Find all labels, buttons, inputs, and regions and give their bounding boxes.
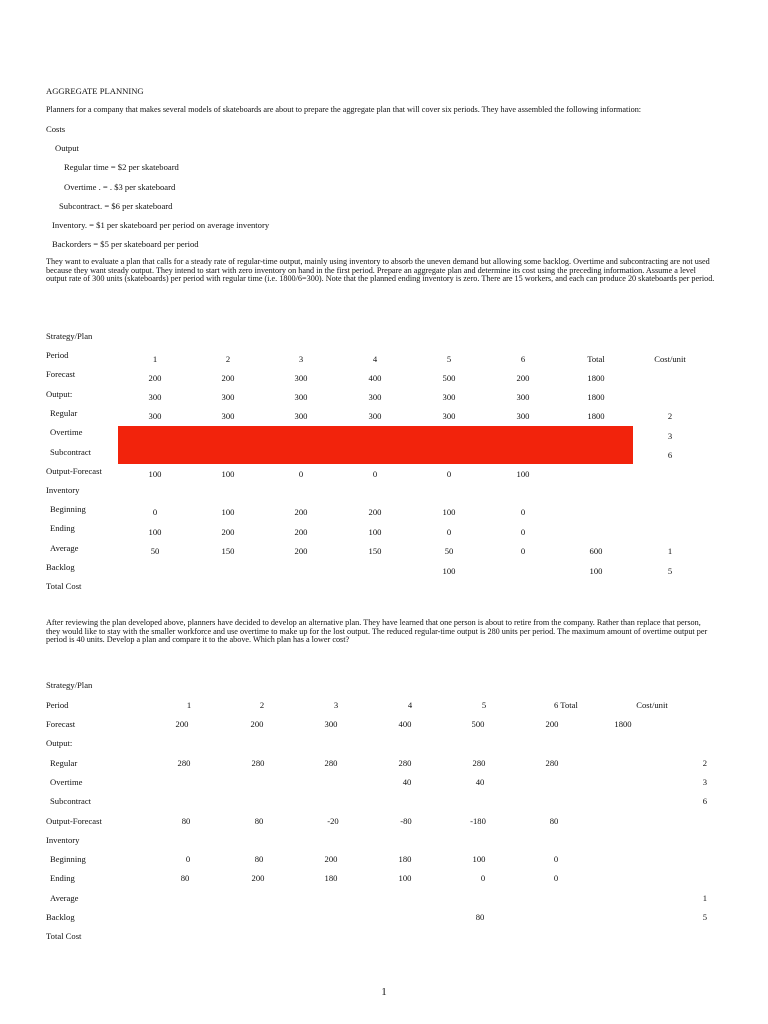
- table2-forecast-cell: 200: [175, 719, 189, 729]
- table1-beginning-cell: 200: [294, 507, 308, 517]
- table2-output-forecast-cell: 80: [549, 816, 559, 826]
- table2-output-forecast-cell: -80: [400, 816, 412, 826]
- table1-regular-cell: 300: [516, 411, 530, 421]
- table1-beginning-cell: 100: [221, 507, 235, 517]
- table1-total-label: Total: [587, 354, 605, 364]
- table2-regular-cell: 280: [472, 758, 486, 768]
- table2-regular-cell: 280: [251, 758, 265, 768]
- table1-forecast-cell: 500: [442, 373, 456, 383]
- table2-output-label: Output:: [46, 738, 73, 748]
- table1-forecast-cell: 300: [294, 373, 308, 383]
- table1-ending-cell: 100: [148, 527, 162, 537]
- table2-forecast-cell: 500: [471, 719, 485, 729]
- table1-regular-cell: 300: [221, 411, 235, 421]
- table1-inventory-label: Inventory: [46, 485, 80, 495]
- table1-beginning-cell: 0: [520, 507, 526, 517]
- table1-backlog-total: 100: [589, 566, 603, 576]
- table1-forecast-total: 1800: [587, 373, 605, 383]
- table1-backlog-label: Backlog: [46, 562, 75, 572]
- table1-subcontract-label: Subcontract: [50, 447, 92, 457]
- table1-forecast-cell: 200: [148, 373, 162, 383]
- table1-output-forecast-cell: 0: [298, 469, 304, 479]
- table2-regular-cell: 280: [324, 758, 338, 768]
- inventory-cost-line: Inventory. = $1 per skateboard per period on average inventory: [52, 220, 270, 230]
- table1-regular-label: Regular: [50, 408, 78, 418]
- problem-two-text: After reviewing the plan developed above, planners have decided to develop an alternative plan. They have learned that one person is about to retire from the company. Rather than replace that person, they would like to stay with the smaller workforce and use overtime to make up for the lost output. The reduced regular-time output is 280 units per period. The maximum amount of overtime output per period is 40 units. Develop a plan and compare it to the above. Which plan has a lower cost?: [46, 618, 708, 645]
- table2-ending-cell: 0: [480, 873, 486, 883]
- table2-forecast-label: Forecast: [46, 719, 76, 729]
- table1-forecast-cell: 400: [368, 373, 382, 383]
- table1-average-label: Average: [50, 543, 79, 553]
- table1-average-total: 600: [589, 546, 603, 556]
- table1-average-cost: 1: [667, 546, 673, 556]
- table2-beginning-label: Beginning: [50, 854, 86, 864]
- table2-overtime-cell: 40: [402, 777, 412, 787]
- table1-total-cost-label: Total Cost: [46, 581, 82, 591]
- table2-regular-cell: 280: [177, 758, 191, 768]
- table1-beginning-cell: 0: [152, 507, 158, 517]
- table2-ending-cell: 100: [398, 873, 412, 883]
- table2-regular-label: Regular: [50, 758, 78, 768]
- table1-forecast-cell: 200: [516, 373, 530, 383]
- table1-regular-cell: 300: [442, 411, 456, 421]
- table1-regular-cell: 300: [148, 411, 162, 421]
- table2-period-2: 2: [259, 700, 265, 710]
- table1-regular-total: 1800: [587, 411, 605, 421]
- table2-output-forecast-cell: 80: [254, 816, 264, 826]
- table2-ending-label: Ending: [50, 873, 75, 883]
- table2-period-1: 1: [186, 700, 192, 710]
- table2-period-label: Period: [46, 700, 69, 710]
- table1-overtime-cost: 3: [667, 431, 673, 441]
- table1-period-4: 4: [372, 354, 378, 364]
- table2-strategy-label: Strategy/Plan: [46, 680, 93, 690]
- table1-output-cell: 300: [368, 392, 382, 402]
- problem-one-text: They want to evaluate a plan that calls for a steady rate of regular-time output, mainly using inventory to absorb the uneven demand but allowing some backlog. Overtime and subcontracting are not used because they want steady output. They intend to start with zero inventory on hand in the first period. Prepare an aggregate plan and determine its cost using the preceding information. Assume a level output rate of 300 units (skateboards) per period with regular time (i.e. 1800/6=300). Note that the planned ending inventory is zero. There are 15 workers, and each can produce 20 skateboards per period.: [46, 257, 715, 284]
- intro-text: Planners for a company that makes several models of skateboards are about to prepare the aggregate plan that will cover six periods. They have assembled the following information:: [46, 105, 642, 114]
- output-label: Output: [55, 143, 79, 153]
- table2-beginning-cell: 0: [553, 854, 559, 864]
- document-title: AGGREGATE PLANNING: [46, 86, 144, 96]
- table2-overtime-label: Overtime: [50, 777, 83, 787]
- table2-average-label: Average: [50, 893, 79, 903]
- table1-backlog-cell: 100: [442, 566, 456, 576]
- table1-output-total: 1800: [587, 392, 605, 402]
- table1-average-cell: 50: [150, 546, 160, 556]
- table1-regular-cell: 300: [294, 411, 308, 421]
- table1-average-cell: 150: [368, 546, 382, 556]
- backorders-cost-line: Backorders = $5 per skateboard per period: [52, 239, 199, 249]
- table1-ending-cell: 100: [368, 527, 382, 537]
- table2-backlog-cell: 80: [475, 912, 485, 922]
- highlighted-cells: [118, 426, 633, 464]
- table2-period6-total-label: 6 Total: [554, 700, 578, 710]
- table2-beginning-cell: 0: [185, 854, 191, 864]
- table2-beginning-cell: 100: [472, 854, 486, 864]
- table1-subcontract-cost: 6: [667, 450, 673, 460]
- table1-output-label: Output:: [46, 389, 73, 399]
- table1-ending-label: Ending: [50, 523, 75, 533]
- table2-ending-cell: 80: [180, 873, 190, 883]
- page-number: 1: [381, 986, 387, 998]
- table2-beginning-cell: 80: [254, 854, 264, 864]
- table1-output-forecast-cell: 100: [221, 469, 235, 479]
- table2-output-forecast-cell: 80: [181, 816, 191, 826]
- table1-average-cell: 200: [294, 546, 308, 556]
- table1-output-forecast-cell: 0: [446, 469, 452, 479]
- table2-output-forecast-cell: -20: [327, 816, 339, 826]
- table2-backlog-cost: 5: [702, 912, 707, 922]
- table1-period-5: 5: [446, 354, 452, 364]
- table2-regular-cost: 2: [702, 758, 707, 768]
- table1-ending-cell: 0: [520, 527, 526, 537]
- table2-period-4: 4: [407, 700, 413, 710]
- subcontract-cost-line: Subcontract. = $6 per skateboard: [59, 201, 173, 211]
- table2-ending-cell: 200: [251, 873, 265, 883]
- table1-period-label: Period: [46, 350, 69, 360]
- table2-cost-unit-label: Cost/unit: [636, 700, 668, 710]
- table1-output-forecast-cell: 100: [516, 469, 530, 479]
- table2-beginning-cell: 180: [398, 854, 412, 864]
- table2-overtime-cell: 40: [475, 777, 485, 787]
- table1-average-cell: 50: [444, 546, 454, 556]
- table1-output-cell: 300: [294, 392, 308, 402]
- table2-subcontract-cost: 6: [702, 796, 707, 806]
- table1-beginning-cell: 100: [442, 507, 456, 517]
- table1-period-2: 2: [225, 354, 231, 364]
- table1-output-cell: 300: [442, 392, 456, 402]
- costs-label: Costs: [46, 124, 66, 134]
- table1-output-cell: 300: [516, 392, 530, 402]
- table1-average-cell: 150: [221, 546, 235, 556]
- overtime-cost-line: Overtime . = . $3 per skateboard: [64, 182, 176, 192]
- table1-backlog-cost: 5: [667, 566, 673, 576]
- table1-beginning-label: Beginning: [50, 504, 86, 514]
- table2-output-forecast-label: Output-Forecast: [46, 816, 102, 826]
- table1-period-1: 1: [152, 354, 158, 364]
- table2-inventory-label: Inventory: [46, 835, 80, 845]
- table2-period-5: 5: [481, 700, 487, 710]
- table1-regular-cell: 300: [368, 411, 382, 421]
- table2-average-cost: 1: [702, 893, 707, 903]
- table2-forecast-cell: 200: [545, 719, 559, 729]
- table1-output-forecast-label: Output-Forecast: [46, 466, 102, 476]
- table2-regular-cell: 280: [398, 758, 412, 768]
- table2-backlog-label: Backlog: [46, 912, 75, 922]
- table2-regular-cell: 280: [545, 758, 559, 768]
- table1-strategy-label: Strategy/Plan: [46, 331, 93, 341]
- table2-subcontract-label: Subcontract: [50, 796, 92, 806]
- table1-output-cell: 300: [221, 392, 235, 402]
- table2-ending-cell: 180: [324, 873, 338, 883]
- table1-output-forecast-cell: 0: [372, 469, 378, 479]
- table1-ending-cell: 0: [446, 527, 452, 537]
- table2-ending-cell: 0: [553, 873, 559, 883]
- table1-average-cell: 0: [520, 546, 526, 556]
- table1-output-cell: 300: [148, 392, 162, 402]
- table1-output-forecast-cell: 100: [148, 469, 162, 479]
- table2-forecast-total: 1800: [614, 719, 632, 729]
- table1-ending-cell: 200: [221, 527, 235, 537]
- table1-forecast-cell: 200: [221, 373, 235, 383]
- table2-output-forecast-cell: -180: [470, 816, 486, 826]
- table2-forecast-cell: 400: [398, 719, 412, 729]
- table2-forecast-cell: 300: [324, 719, 338, 729]
- table1-cost-unit-label: Cost/unit: [654, 354, 686, 364]
- table1-ending-cell: 200: [294, 527, 308, 537]
- table2-period-3: 3: [333, 700, 339, 710]
- table2-total-cost-label: Total Cost: [46, 931, 82, 941]
- table1-period-3: 3: [298, 354, 304, 364]
- table2-forecast-cell: 200: [250, 719, 264, 729]
- regular-cost-line: Regular time = $2 per skateboard: [64, 162, 179, 172]
- table2-beginning-cell: 200: [324, 854, 338, 864]
- table1-overtime-label: Overtime: [50, 427, 83, 437]
- table1-period-6: 6: [520, 354, 526, 364]
- table1-regular-cost: 2: [667, 411, 673, 421]
- table1-forecast-label: Forecast: [46, 369, 76, 379]
- table1-beginning-cell: 200: [368, 507, 382, 517]
- table2-overtime-cost: 3: [702, 777, 707, 787]
